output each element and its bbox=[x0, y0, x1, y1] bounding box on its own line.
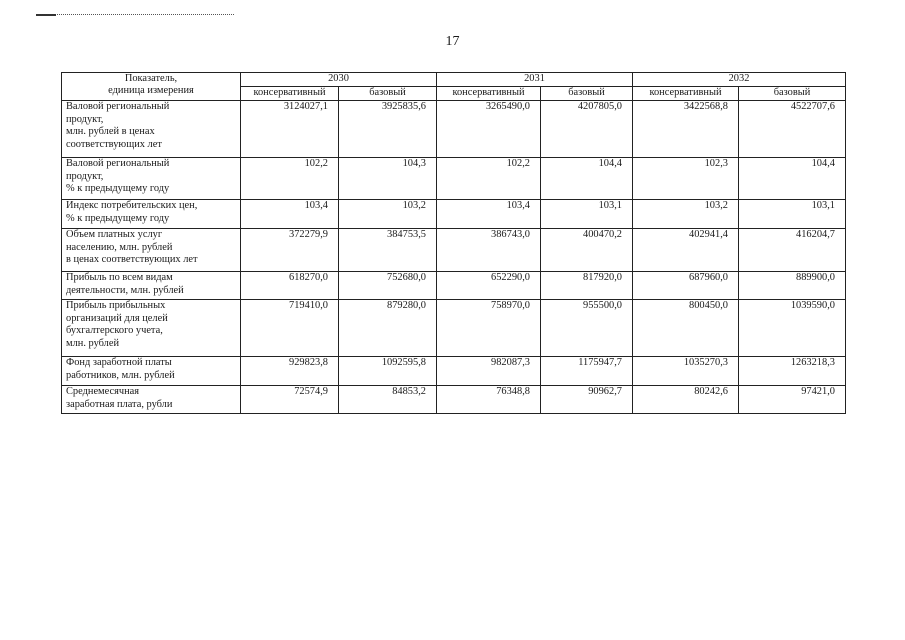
scan-artifact-line bbox=[36, 14, 234, 16]
value-cell: 416204,7 bbox=[739, 229, 846, 272]
value-cell: 102,3 bbox=[633, 158, 739, 200]
value-cell: 800450,0 bbox=[633, 300, 739, 357]
row-label-line: организаций для целей bbox=[66, 312, 168, 324]
value-cell: 652290,0 bbox=[437, 272, 541, 300]
row-label bbox=[62, 101, 241, 158]
table-row bbox=[62, 300, 846, 357]
scenario-header: консервативный bbox=[633, 87, 739, 101]
row-label-line: % к предыдущему году bbox=[66, 183, 170, 195]
scenario-header: базовый bbox=[739, 87, 846, 101]
scenario-header: базовый bbox=[339, 87, 437, 101]
value-cell: 955500,0 bbox=[541, 300, 633, 357]
value-cell: 1035270,3 bbox=[633, 357, 739, 386]
table-row bbox=[62, 158, 846, 200]
row-label bbox=[62, 357, 241, 386]
page-number: 17 bbox=[445, 34, 460, 49]
value-cell: 3124027,1 bbox=[241, 101, 339, 158]
table-row bbox=[62, 229, 846, 272]
value-cell: 103,2 bbox=[339, 200, 437, 229]
row-label-line: Валовой региональный bbox=[66, 158, 170, 169]
row-label-line: деятельности, млн. рублей bbox=[66, 284, 184, 296]
table-row bbox=[62, 200, 846, 229]
row-label-line: соответствующих лет bbox=[66, 138, 162, 150]
header-indicator-line: Показатель, bbox=[124, 73, 178, 84]
row-label-line: % к предыдущему году bbox=[66, 212, 170, 224]
table-row bbox=[62, 101, 846, 158]
value-cell: 102,2 bbox=[437, 158, 541, 200]
value-cell: 402941,4 bbox=[633, 229, 739, 272]
value-cell: 1175947,7 bbox=[541, 357, 633, 386]
row-label-line: Индекс потребительских цен, bbox=[66, 200, 198, 211]
row-label-line: работников, млн. рублей bbox=[66, 369, 175, 381]
forecast-table bbox=[61, 72, 846, 414]
value-cell: 752680,0 bbox=[339, 272, 437, 300]
value-cell: 90962,7 bbox=[541, 386, 633, 414]
row-label-line: Фонд заработной платы bbox=[66, 357, 172, 368]
value-cell: 758970,0 bbox=[437, 300, 541, 357]
value-cell: 1263218,3 bbox=[739, 357, 846, 386]
value-cell: 384753,5 bbox=[339, 229, 437, 272]
value-cell: 103,1 bbox=[739, 200, 846, 229]
row-label bbox=[62, 386, 241, 414]
row-label-line: населению, млн. рублей bbox=[66, 241, 173, 253]
value-cell: 80242,6 bbox=[633, 386, 739, 414]
table-row bbox=[62, 272, 846, 300]
value-cell: 386743,0 bbox=[437, 229, 541, 272]
row-label-line: продукт, bbox=[66, 113, 104, 125]
value-cell: 97421,0 bbox=[739, 386, 846, 414]
row-label-line: в ценах соответствующих лет bbox=[66, 254, 198, 266]
value-cell: 1092595,8 bbox=[339, 357, 437, 386]
value-cell: 3925835,6 bbox=[339, 101, 437, 158]
value-cell: 3265490,0 bbox=[437, 101, 541, 158]
value-cell: 889900,0 bbox=[739, 272, 846, 300]
row-label-line: Валовой региональный bbox=[66, 101, 170, 112]
value-cell: 84853,2 bbox=[339, 386, 437, 414]
scenario-header: консервативный bbox=[241, 87, 339, 101]
value-cell: 618270,0 bbox=[241, 272, 339, 300]
value-cell: 104,4 bbox=[739, 158, 846, 200]
value-cell: 72574,9 bbox=[241, 386, 339, 414]
row-label-line: продукт, bbox=[66, 170, 104, 182]
value-cell: 104,3 bbox=[339, 158, 437, 200]
value-cell: 4207805,0 bbox=[541, 101, 633, 158]
value-cell: 372279,9 bbox=[241, 229, 339, 272]
value-cell: 103,4 bbox=[437, 200, 541, 229]
value-cell: 76348,8 bbox=[437, 386, 541, 414]
header-indicator-cell bbox=[62, 73, 241, 101]
year-header: 2032 bbox=[633, 73, 846, 87]
value-cell: 104,4 bbox=[541, 158, 633, 200]
value-cell: 102,2 bbox=[241, 158, 339, 200]
value-cell: 4522707,6 bbox=[739, 101, 846, 158]
row-label bbox=[62, 300, 241, 357]
row-label-line: Объем платных услуг bbox=[66, 229, 163, 240]
row-label bbox=[62, 158, 241, 200]
year-header: 2030 bbox=[241, 73, 437, 87]
value-cell: 879280,0 bbox=[339, 300, 437, 357]
row-label bbox=[62, 229, 241, 272]
row-label-line: млн. рублей bbox=[66, 337, 120, 349]
scenario-header: консервативный bbox=[437, 87, 541, 101]
row-label-line: Прибыль прибыльных bbox=[66, 300, 166, 311]
value-cell: 103,4 bbox=[241, 200, 339, 229]
row-label bbox=[62, 272, 241, 300]
scenario-header: базовый bbox=[541, 87, 633, 101]
value-cell: 687960,0 bbox=[633, 272, 739, 300]
row-label-line: млн. рублей в ценах bbox=[66, 126, 155, 138]
table-row bbox=[62, 386, 846, 414]
row-label bbox=[62, 200, 241, 229]
header-unit-line: единица измерения bbox=[108, 85, 194, 96]
value-cell: 719410,0 bbox=[241, 300, 339, 357]
year-header: 2031 bbox=[437, 73, 633, 87]
value-cell: 400470,2 bbox=[541, 229, 633, 272]
value-cell: 982087,3 bbox=[437, 357, 541, 386]
row-label-line: заработная плата, рубли bbox=[66, 398, 173, 410]
value-cell: 817920,0 bbox=[541, 272, 633, 300]
row-label-line: Среднемесячная bbox=[66, 386, 140, 397]
row-label-line: бухгалтерского учета, bbox=[66, 325, 163, 337]
value-cell: 1039590,0 bbox=[739, 300, 846, 357]
value-cell: 103,1 bbox=[541, 200, 633, 229]
value-cell: 929823,8 bbox=[241, 357, 339, 386]
table-row bbox=[62, 357, 846, 386]
value-cell: 103,2 bbox=[633, 200, 739, 229]
value-cell: 3422568,8 bbox=[633, 101, 739, 158]
row-label-line: Прибыль по всем видам bbox=[66, 272, 173, 283]
